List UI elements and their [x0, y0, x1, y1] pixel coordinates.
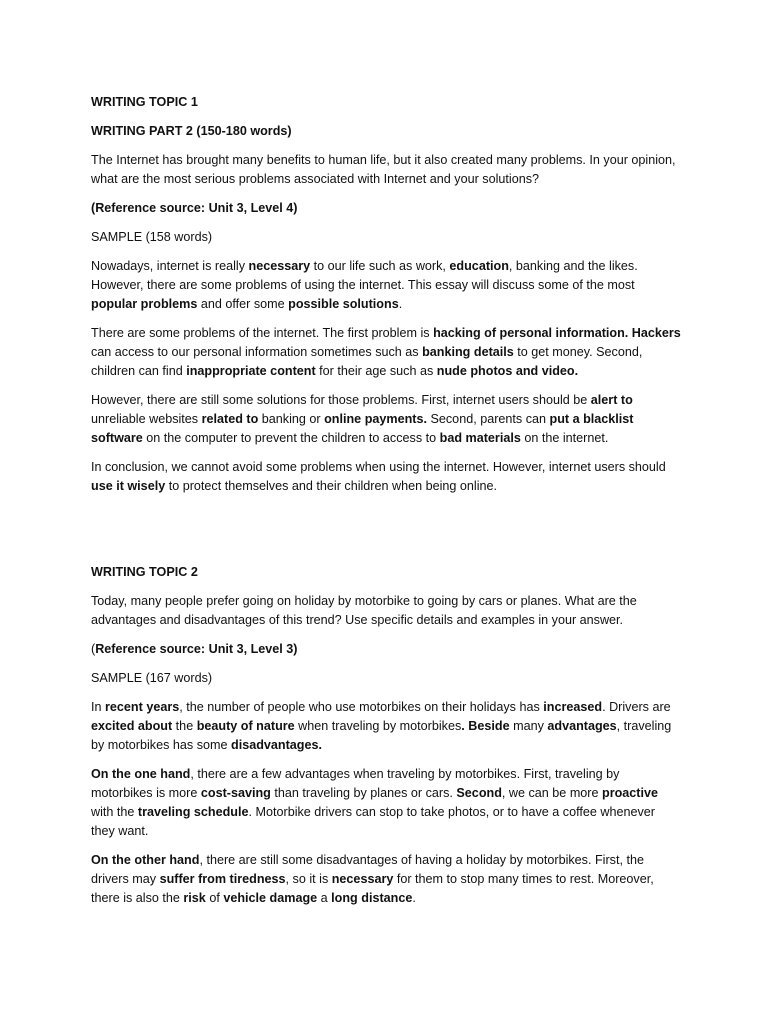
text-run: Second, parents can [426, 412, 550, 426]
text-run: for their age such as [315, 364, 437, 378]
topic-1-paragraph-1 [91, 257, 681, 314]
text-run: cost-saving [200, 786, 271, 800]
text-run: . Beside [461, 719, 510, 733]
section-gap [91, 506, 681, 563]
text-run: traveling schedule [137, 805, 249, 819]
text-run: possible solutions [288, 297, 399, 311]
text-run: inappropriate content [186, 364, 316, 378]
text-run: to our life such as work, [310, 259, 450, 273]
text-run: than traveling by planes or cars. [270, 786, 457, 800]
text-run: to get money. Second, children can find [91, 345, 646, 378]
text-run: beauty of nature [196, 719, 295, 733]
text-run: , the number of people who use motorbikes on their holidays has [179, 700, 544, 714]
text-run: , banking and the likes. However, there are some problems of using the internet. This essay will discuss some of the most [91, 259, 642, 292]
topic-2-paragraph-3 [91, 851, 681, 908]
text-run: . [398, 297, 403, 311]
topic-2-prompt: Today, many people prefer going on holiday by motorbike to going by cars or planes. What are the advantages and disadvantages of this trend? Use specific details and examples in your answer. [91, 594, 641, 627]
text-run: hacking of personal information. Hackers [433, 326, 681, 340]
text-run: necessary [331, 872, 394, 886]
topic-1-part-heading: WRITING PART 2 (150-180 words) [91, 124, 292, 138]
topic-1-reference: (Reference source: Unit 3, Level 4) [91, 201, 298, 215]
text-run: Reference source: Unit 3, Level 3) [95, 642, 298, 656]
text-run: On the one hand [91, 767, 191, 781]
text-run: , there are still some disadvantages of having a holiday by motorbikes. First, the drivers may [91, 853, 648, 886]
topic-1-prompt: The Internet has brought many benefits to human life, but it also created many problems. In your opinion, what are the most serious problems associated with Internet and your solutions? [91, 153, 680, 186]
topic-1-paragraph-4 [91, 458, 681, 496]
text-run: On the other hand [91, 853, 200, 867]
text-run: when traveling by motorbikes [294, 719, 462, 733]
text-run: risk [183, 891, 206, 905]
text-run: , so it is [285, 872, 332, 886]
text-run: and offer some [197, 297, 289, 311]
text-run: Nowadays, internet is really [91, 259, 249, 273]
topic-2-paragraph-1 [91, 698, 681, 755]
text-run: ( [91, 642, 96, 656]
text-run: recent years [105, 700, 180, 714]
text-run: , traveling by motorbikes has some [91, 719, 675, 752]
text-run: In [91, 700, 106, 714]
text-run: banking details [422, 345, 514, 359]
text-run: a [317, 891, 332, 905]
text-run: long distance [331, 891, 413, 905]
text-run: excited about [91, 719, 173, 733]
text-run: suffer from tiredness [159, 872, 286, 886]
text-run: . [412, 891, 416, 905]
text-run: In conclusion, we cannot avoid some problems when using the internet. However, internet users should [91, 460, 670, 474]
text-run: disadvantages. [231, 738, 322, 752]
text-run: for them to stop many times to rest. Moreover, there is also the [91, 872, 658, 905]
topic-2-paragraph-2 [91, 765, 681, 841]
topic-2-reference [91, 640, 681, 659]
topic-1-title: WRITING TOPIC 1 [91, 95, 198, 109]
text-run: , there are a few advantages when traveling by motorbikes. First, traveling by motorbikes is more [91, 767, 623, 800]
text-run: necessary [248, 259, 311, 273]
text-run: alert to [590, 393, 633, 407]
text-run: many [509, 719, 548, 733]
text-run: online payments. [324, 412, 427, 426]
text-run: education [449, 259, 509, 273]
text-run: There are some problems of the internet. The first problem is [91, 326, 434, 340]
text-run: Second [456, 786, 502, 800]
topic-2-sample-heading: SAMPLE (167 words) [91, 671, 213, 685]
text-run: on the internet. [520, 431, 609, 445]
text-run: However, there are still some solutions for those problems. First, internet users should be [91, 393, 591, 407]
document-page [91, 93, 685, 918]
text-run: proactive [602, 786, 659, 800]
text-run: on the computer to prevent the children to access to [142, 431, 440, 445]
text-run: advantages [547, 719, 617, 733]
text-run: can access to our personal information sometimes such as [91, 326, 685, 359]
text-run: with the [91, 786, 662, 819]
text-run: nude photos and video. [436, 364, 579, 378]
text-run: of [205, 891, 224, 905]
text-run: the [172, 719, 197, 733]
text-run: increased [543, 700, 603, 714]
text-run: . Drivers are [602, 700, 675, 714]
text-run: bad materials [439, 431, 521, 445]
topic-1-sample-heading: SAMPLE (158 words) [91, 230, 213, 244]
text-run: banking or [258, 412, 325, 426]
text-run: use it wisely [91, 479, 166, 493]
text-run: to protect themselves and their children when being online. [165, 479, 498, 493]
text-run: related to [201, 412, 259, 426]
text-run: unreliable websites [91, 393, 637, 426]
text-run: . Motorbike drivers can stop to take photos, or to have a coffee whenever they want. [91, 805, 659, 838]
topic-1-paragraph-3 [91, 391, 681, 448]
text-run: put a blacklist software [91, 412, 637, 445]
topic-2-title: WRITING TOPIC 2 [91, 565, 198, 579]
text-run: , we can be more [501, 786, 603, 800]
text-run: vehicle damage [223, 891, 318, 905]
topic-1-paragraph-2 [91, 324, 685, 381]
text-run: popular problems [91, 297, 198, 311]
